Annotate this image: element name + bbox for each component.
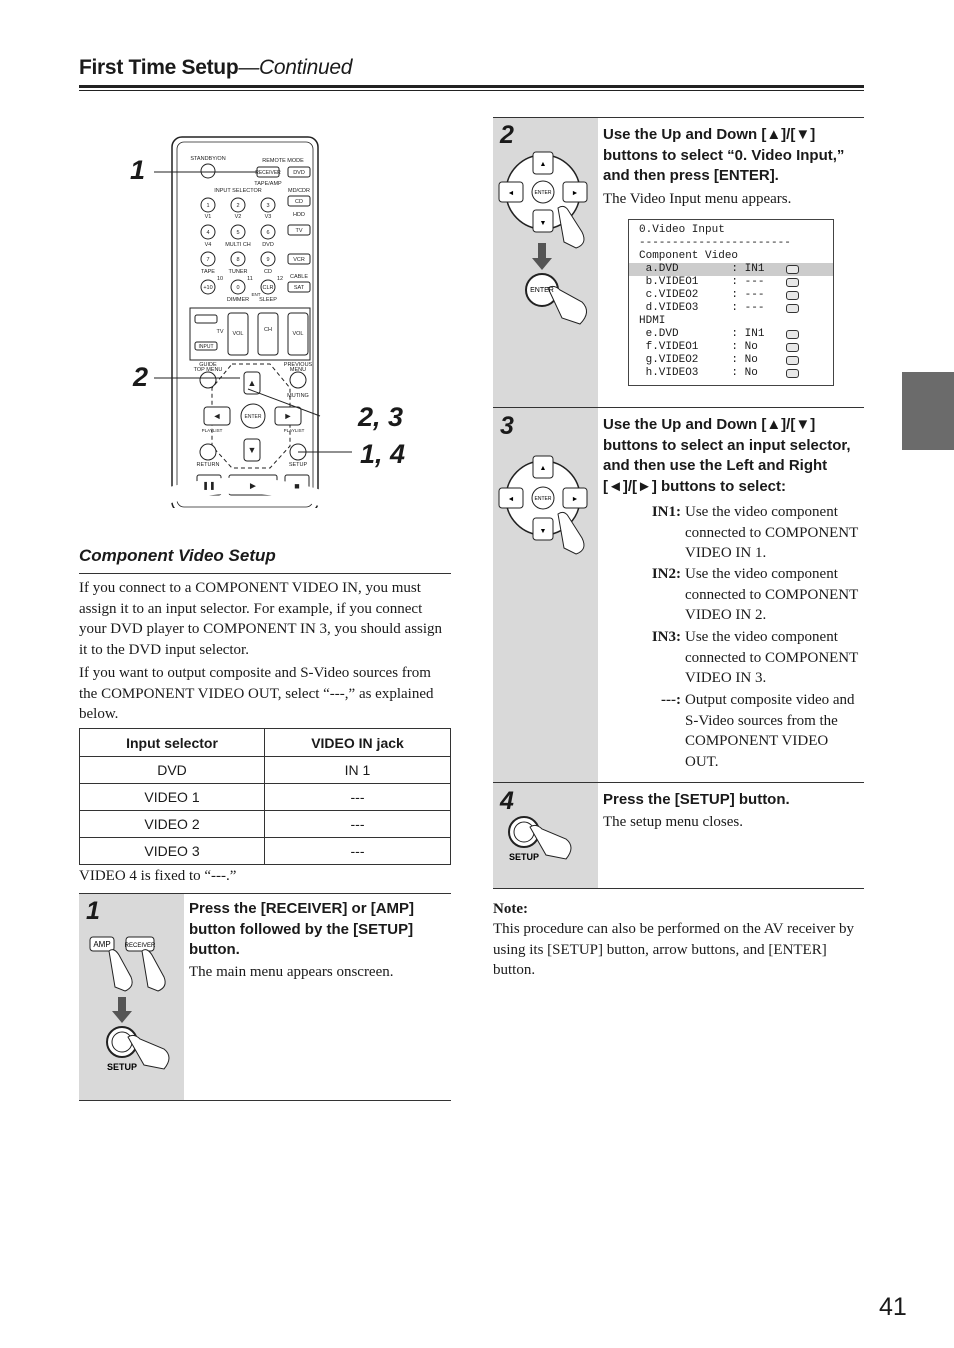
page-number: 41 — [879, 1293, 907, 1321]
remote-num-11: 11 — [247, 276, 253, 282]
step2-down-icon: ▼ — [539, 220, 547, 227]
remote-tapeamp-label: TAPE/AMP — [254, 181, 282, 187]
step4-bottom-rule — [493, 888, 864, 889]
osd-line-text: f.VIDEO1 : No — [639, 341, 758, 353]
remote-right-icon: ► — [283, 411, 293, 421]
remote-standby-label: STANDBY/ON — [190, 156, 226, 162]
note-text: This procedure can also be performed on the AV receiver by using its [SETUP] button, arrow buttons, and [ENTER] button. — [493, 921, 854, 978]
step2-instruction: Use the Up and Down [▲]/[▼] buttons to select “0. Video Input,” and then press [ENTER]. — [603, 126, 845, 184]
remote-cable-label: CABLE — [289, 274, 309, 280]
remote-label-v3: V3 — [264, 214, 272, 220]
table-cell: VIDEO 1 — [80, 784, 265, 811]
table-cell: VIDEO 3 — [80, 838, 265, 865]
step4-setup-label: SETUP — [508, 852, 540, 862]
step3-enter-label: ENTER — [534, 496, 552, 502]
header-title: First Time Setup — [79, 56, 239, 79]
step2-number: 2 — [500, 121, 514, 149]
table-header-row — [80, 729, 451, 757]
step3-up-icon: ▲ — [539, 465, 547, 472]
remote-key-8: 8 — [236, 257, 240, 263]
component-icon — [786, 304, 799, 313]
video-in-table — [79, 728, 451, 865]
callout-1: 1 — [130, 155, 146, 185]
table-cell: VIDEO 2 — [80, 811, 265, 838]
osd-line-text: c.VIDEO2 : --- — [639, 289, 765, 301]
option-desc: Use the video component connected to COMPONENT VIDEO IN 2. — [685, 566, 859, 623]
header-rule — [79, 85, 864, 88]
remote-guide-label: GUIDE — [199, 362, 217, 368]
note-title: Note: — [493, 901, 528, 917]
osd-line-text: e.DVD : IN1 — [639, 328, 765, 340]
step1-illustration — [84, 925, 184, 1075]
remote-menu-label: MENU — [289, 367, 307, 373]
option-desc: Use the video component connected to COMPONENT VIDEO IN 3. — [685, 629, 859, 686]
remote-key-1: 1 — [206, 203, 210, 209]
remote-input-selector-label: INPUT SELECTOR — [214, 188, 262, 194]
remote-play-icon: ► — [248, 481, 258, 492]
remote-ent-label: ENT — [251, 292, 261, 297]
remote-label-dvd: DVD — [262, 242, 274, 248]
remote-key-5: 5 — [236, 230, 240, 236]
remote-ch-label: CH — [264, 327, 272, 333]
section-tab — [902, 372, 954, 450]
step1-number: 1 — [86, 897, 100, 925]
remote-sleep-label: SLEEP — [259, 297, 277, 303]
option-term: ---: — [661, 692, 681, 708]
header-subtitle: —Continued — [238, 56, 353, 79]
remote-key-plus10: +10 — [203, 285, 213, 291]
step1-instruction: Press the [RECEIVER] or [AMP] button followed by the [SETUP] button. — [189, 900, 415, 958]
step3-instruction: Use the Up and Down [▲]/[▼] buttons to select an input selector, and then use the Left and Right [◄]/[►] buttons to select: — [603, 416, 851, 495]
option-term: IN2: — [651, 566, 681, 582]
option-term: IN1: — [651, 504, 681, 520]
remote-dvd-label: DVD — [293, 170, 305, 176]
remote-key-4: 4 — [206, 230, 210, 236]
osd-line-text: d.VIDEO3 : --- — [639, 302, 765, 314]
remote-vol-label: VOL — [232, 331, 244, 337]
table-cell: --- — [265, 811, 451, 838]
osd-line-selected — [629, 263, 833, 276]
step3-down-icon: ▼ — [539, 528, 547, 535]
osd-line — [629, 289, 833, 302]
remote-label-tape: TAPE — [201, 269, 215, 275]
hdmi-icon — [786, 343, 799, 352]
component-icon — [786, 278, 799, 287]
remote-key-clr: CLR — [262, 285, 274, 291]
table-row — [80, 811, 451, 838]
osd-line: ----------------------- — [639, 237, 791, 249]
remote-mdcdr-label: MD/CDR — [288, 188, 310, 194]
table-row — [80, 757, 451, 784]
remote-tv-small-label: TV — [216, 329, 224, 335]
table-cell: --- — [265, 838, 451, 865]
remote-previous-label: PREVIOUS — [283, 362, 313, 368]
step3-left-icon: ◄ — [507, 496, 515, 503]
osd-line-text: h.VIDEO3 : No — [639, 367, 758, 379]
table-header-jack: VIDEO IN jack — [265, 729, 451, 757]
remote-sat-label: SAT — [293, 285, 305, 291]
remote-down-icon: ▼ — [247, 445, 257, 455]
step2-illustration — [494, 148, 598, 373]
remote-topmenu-label: TOP MENU — [193, 367, 223, 373]
step1-receiver-label: RECEIVER — [124, 943, 156, 949]
remote-vol2-label: VOL — [292, 331, 304, 337]
remote-key-2: 2 — [236, 203, 240, 209]
step2-enter-label: ENTER — [530, 287, 554, 294]
osd-line-text: a.DVD : IN1 — [639, 263, 765, 275]
osd-line: 0.Video Input — [639, 224, 725, 236]
remote-left-icon: ◄ — [212, 411, 222, 421]
remote-label-cd: CD — [264, 269, 272, 275]
osd-line: HDMI — [639, 315, 666, 327]
hdmi-icon — [786, 369, 799, 378]
table-cell: --- — [265, 784, 451, 811]
remote-setup-label: SETUP — [288, 462, 308, 468]
table-note: VIDEO 4 is fixed to “---.” — [79, 868, 237, 884]
remote-enter-label: ENTER — [244, 414, 262, 420]
step1-bottom-rule — [79, 1100, 451, 1101]
remote-dimmer-label: DIMMER — [226, 297, 250, 303]
remote-label-v2: V2 — [234, 214, 242, 220]
component-icon — [786, 291, 799, 300]
option-desc: Output composite video and S-Video sources from the COMPONENT VIDEO OUT. — [685, 692, 855, 770]
osd-line-text: b.VIDEO1 : --- — [639, 276, 765, 288]
table-row — [80, 784, 451, 811]
step2-right-icon: ► — [571, 190, 579, 197]
step4-illustration — [500, 810, 598, 870]
remote-plist-right: PLAYLIST — [283, 428, 305, 433]
remote-key-7: 7 — [206, 257, 210, 263]
remote-vcr-label: VCR — [293, 257, 305, 263]
hdmi-icon — [786, 330, 799, 339]
remote-stop-icon: ■ — [294, 481, 300, 491]
step2-left-icon: ◄ — [507, 190, 515, 197]
header-rule-thin — [79, 90, 864, 91]
osd-line — [629, 367, 833, 380]
remote-pause-icon: ❚❚ — [202, 481, 216, 490]
remote-return-label: RETURN — [196, 462, 220, 468]
remote-label-tuner: TUNER — [228, 269, 248, 275]
step2-result: The Video Input menu appears. — [603, 191, 792, 207]
remote-key-6: 6 — [266, 230, 270, 236]
callout-1-4: 1, 4 — [360, 439, 406, 469]
component-icon — [786, 265, 799, 274]
remote-label-v1: V1 — [204, 214, 212, 220]
remote-receiver-label: RECEIVER — [255, 170, 281, 176]
step4-instruction: Press the [SETUP] button. — [603, 791, 790, 808]
remote-up-icon: ▲ — [247, 378, 257, 388]
osd-line: Component Video — [639, 250, 739, 262]
remote-num-10: 10 — [216, 276, 224, 282]
remote-plist-left: PLAYLIST — [201, 428, 223, 433]
step1-result: The main menu appears onscreen. — [189, 964, 394, 980]
step3-number: 3 — [500, 412, 514, 440]
option-term: IN3: — [651, 629, 681, 645]
step4-result: The setup menu closes. — [603, 814, 743, 830]
table-cell: DVD — [80, 757, 265, 784]
remote-mode-label: REMOTE MODE — [262, 158, 304, 164]
table-cell: IN 1 — [265, 757, 451, 784]
step3-right-icon: ► — [571, 496, 579, 503]
table-header-input: Input selector — [80, 729, 265, 757]
remote-label-multich: MULTI CH — [225, 242, 251, 248]
intro-paragraph-1: If you connect to a COMPONENT VIDEO IN, you must assign it to an input selector. For example, if you connect your DVD player to COMPONENT IN 3, you should assign it to the DVD input selector. — [79, 580, 443, 658]
table-row — [80, 838, 451, 865]
osd-line — [629, 276, 833, 289]
intro-paragraph-2: If you want to output composite and S-Video sources from the COMPONENT VIDEO OUT, select “---,” as explained below. — [79, 665, 434, 722]
remote-muting-label: MUTING — [287, 393, 309, 399]
osd-video-input-menu — [628, 219, 834, 386]
hdmi-icon — [786, 356, 799, 365]
remote-input-label: INPUT — [198, 344, 214, 350]
remote-label-v4: V4 — [204, 242, 212, 248]
step1-setup-label: SETUP — [106, 1062, 138, 1072]
remote-tv-label: TV — [295, 228, 303, 234]
option-desc: Use the video component connected to COMPONENT VIDEO IN 1. — [685, 504, 859, 561]
osd-line — [629, 354, 833, 367]
callout-2: 2 — [133, 362, 149, 392]
option-list — [641, 502, 866, 772]
remote-cd-label: CD — [295, 199, 303, 205]
step2-enter-small-label: ENTER — [534, 190, 552, 196]
section-rule — [79, 573, 451, 574]
step2-up-icon: ▲ — [539, 161, 547, 168]
callout-2-3: 2, 3 — [358, 402, 404, 432]
remote-num-12: 12 — [276, 276, 284, 282]
step1-amp-label: AMP — [93, 940, 111, 949]
remote-key-9: 9 — [266, 257, 270, 263]
remote-key-3: 3 — [266, 203, 270, 209]
step4-number: 4 — [500, 787, 514, 815]
osd-line — [629, 328, 833, 341]
osd-line — [629, 341, 833, 354]
section-title: Component Video Setup — [79, 546, 276, 565]
remote-key-0: 0 — [236, 285, 240, 291]
remote-hdd-label: HDD — [293, 212, 305, 218]
page-header — [79, 56, 352, 80]
step3-illustration — [494, 452, 598, 572]
osd-line — [629, 302, 833, 315]
osd-line-text: g.VIDEO2 : No — [639, 354, 758, 366]
